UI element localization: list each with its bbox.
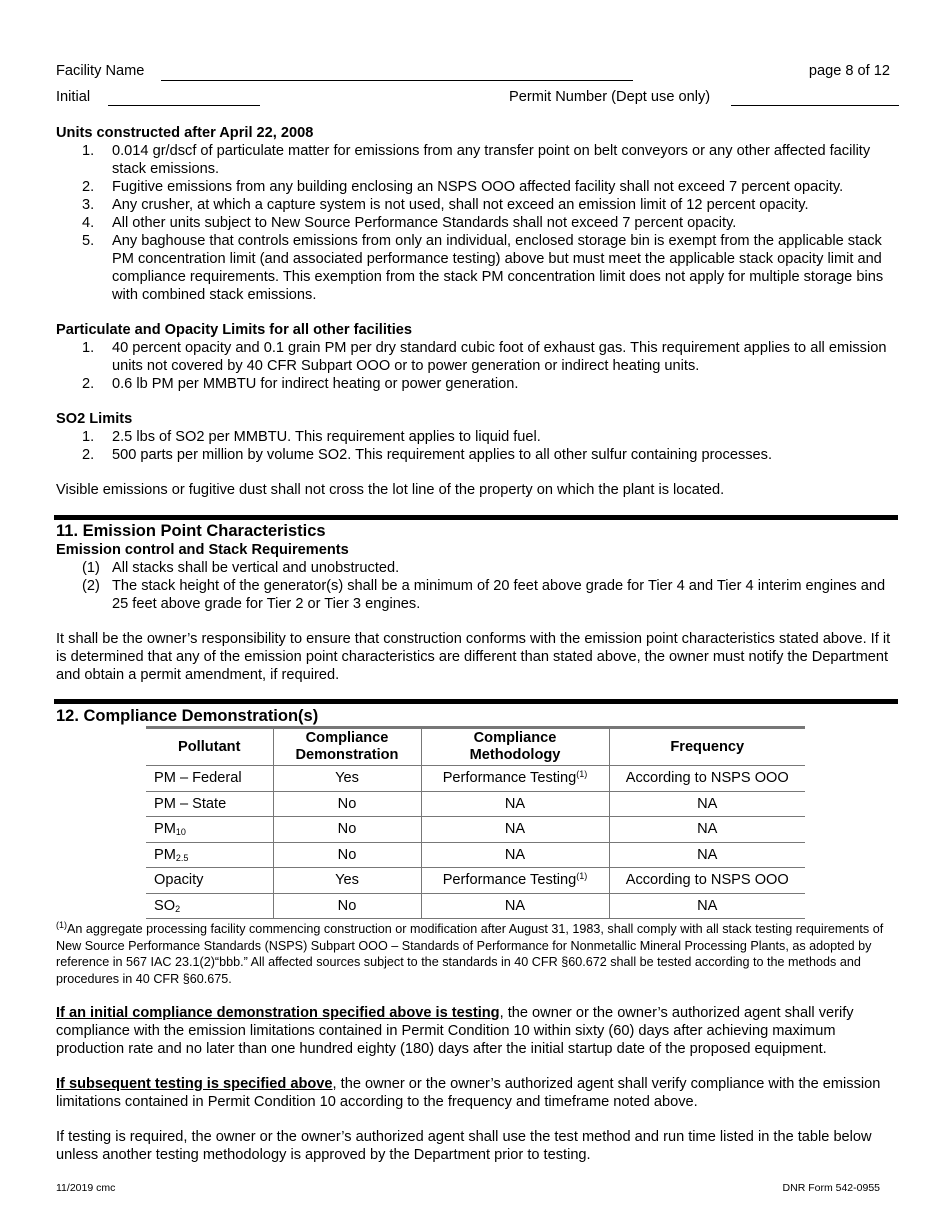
section-divider [54, 699, 898, 704]
footer-form-number: DNR Form 542-0955 [782, 1182, 880, 1194]
column-header: Compliance Methodology [421, 728, 609, 766]
list-item: 1. 0.014 gr/dscf of particulate matter for emissions from any transfer point on belt conveyors or any other affected facility stack emissions. [82, 143, 871, 177]
document-body [56, 124, 896, 1164]
facility-name-line [161, 80, 633, 81]
section-11-title: 11. Emission Point Characteristics [56, 522, 326, 540]
stack-requirements-list [56, 559, 896, 613]
section-11-paragraph: It shall be the owner’s responsibility to ensure that construction conforms with the emission point characteristics stated above. If it is determined that any of the emission point characteristics are different than stated above, the owner must notify the Department and obtain a permit amendment, if required. [56, 631, 891, 683]
list-item: (1) All stacks shall be vertical and unobstructed. [82, 560, 400, 576]
units-section-title: Units constructed after April 22, 2008 [56, 125, 314, 141]
section-11-subtitle: Emission control and Stack Requirements [56, 542, 349, 558]
initial-label: Initial [56, 89, 91, 105]
subsequent-testing-paragraph: If subsequent testing is specified above, the owner or the owner’s authorized agent shall verify compliance with the emission limitations contained in Permit Condition 10 according to the frequency and timeframe noted above. [56, 1076, 881, 1110]
list-item: (2) The stack height of the generator(s) shall be a minimum of 20 feet above grade for Tier 4 and Tier 4 interim engines and 25 feet above grade for Tier 2 or Tier 3 engines. [82, 578, 886, 612]
testing-method-paragraph: If testing is required, the owner or the owner’s authorized agent shall use the test method and run time listed in the table below unless another testing methodology is approved by the Department prior to testing. [56, 1129, 872, 1163]
table-row: $PM_{10}$ No NA NA [146, 817, 805, 843]
list-item: 2. Fugitive emissions from any building enclosing an NSPS OOO affected facility shall not exceed 7 percent opacity. [82, 179, 844, 195]
page-number: page 8 of 12 [808, 63, 890, 79]
table-row: $PM_{2.5}$ No NA NA [146, 842, 805, 868]
column-header: Pollutant [146, 728, 273, 766]
permit-number-label: Permit Number (Dept use only) [509, 89, 711, 105]
units-list [56, 142, 896, 304]
visible-emissions-paragraph: Visible emissions or fugitive dust shall not cross the lot line of the property on which the plant is located. [56, 482, 725, 498]
list-item: 4. All other units subject to New Source Performance Standards shall not exceed 7 percent opacity. [82, 215, 737, 231]
list-item: 2. 500 parts per million by volume SO2. This requirement applies to all other sulfur containing processes. [82, 447, 773, 463]
table-row: PM – State No NA NA [146, 791, 805, 817]
table-header-row [146, 728, 805, 766]
facility-name-label: Facility Name [56, 63, 145, 79]
list-item: 2. 0.6 lb PM per MMBTU for indirect heating or power generation. [82, 376, 519, 392]
table-footnote: $^{(1)}$An aggregate processing facility commencing construction or modification after August 31, 1983, shall comply with all stack testing requirements of New Source Performance Standards (NSPS) Subpart OOO – Standards of Performance for Nonmetallic Mineral Processing Plants, as adopted by reference in 567 IAC 23.1(2)“bbb.” All affected sources subject to the standards in 40 CFR §60.672 shall be tested according to the methods and procedures in 40 CFR §60.675. [56, 920, 884, 986]
particulate-section-title: Particulate and Opacity Limits for all other facilities [56, 322, 413, 338]
initial-testing-paragraph: If an initial compliance demonstration specified above is testing, the owner or the owner’s authorized agent shall verify compliance with the emission limitations contained in Permit Condition 10 within sixty (60) days after achieving maximum production rate and no later than one hundred eighty (180) days after the initial startup date of the proposed equipment. [56, 1005, 854, 1057]
initial-line [108, 105, 260, 106]
permit-number-line [731, 105, 899, 106]
table-row: PM – Federal Yes Performance Testing$^{(1)}$ According to NSPS OOO [146, 766, 805, 792]
compliance-table [146, 726, 805, 919]
list-item: 1. 2.5 lbs of SO2 per MMBTU. This requirement applies to liquid fuel. [82, 429, 541, 445]
particulate-list [56, 339, 896, 393]
table-row: Opacity Yes Performance Testing$^{(1)}$ According to NSPS OOO [146, 868, 805, 894]
list-item: 5. Any baghouse that controls emissions from only an individual, enclosed storage bin is exempt from the applicable stack PM concentration limit (and associated performance testing) above but must meet the applicable stack opacity limit and compliance requirements. This exemption from the stack PM concentration limit does not apply for multiple storage bins with combined stack emissions. [82, 233, 884, 303]
list-item: 3. Any crusher, at which a capture system is not used, shall not exceed an emission limit of 12 percent opacity. [82, 197, 809, 213]
table-row: $SO_2$ No NA NA [146, 893, 805, 919]
column-header: Compliance Demonstration [273, 728, 421, 766]
column-header: Frequency [609, 728, 805, 766]
section-divider [54, 515, 898, 520]
so2-section-title: SO2 Limits [56, 411, 133, 427]
so2-list [56, 428, 896, 464]
footer-date: 11/2019 cmc [56, 1182, 116, 1194]
list-item: 1. 40 percent opacity and 0.1 grain PM per dry standard cubic foot of exhaust gas. This requirement applies to all emission units not covered by 40 CFR Subpart OOO or to power generation or indirect heating units. [82, 340, 887, 374]
section-12-title: 12. Compliance Demonstration(s) [56, 707, 319, 725]
